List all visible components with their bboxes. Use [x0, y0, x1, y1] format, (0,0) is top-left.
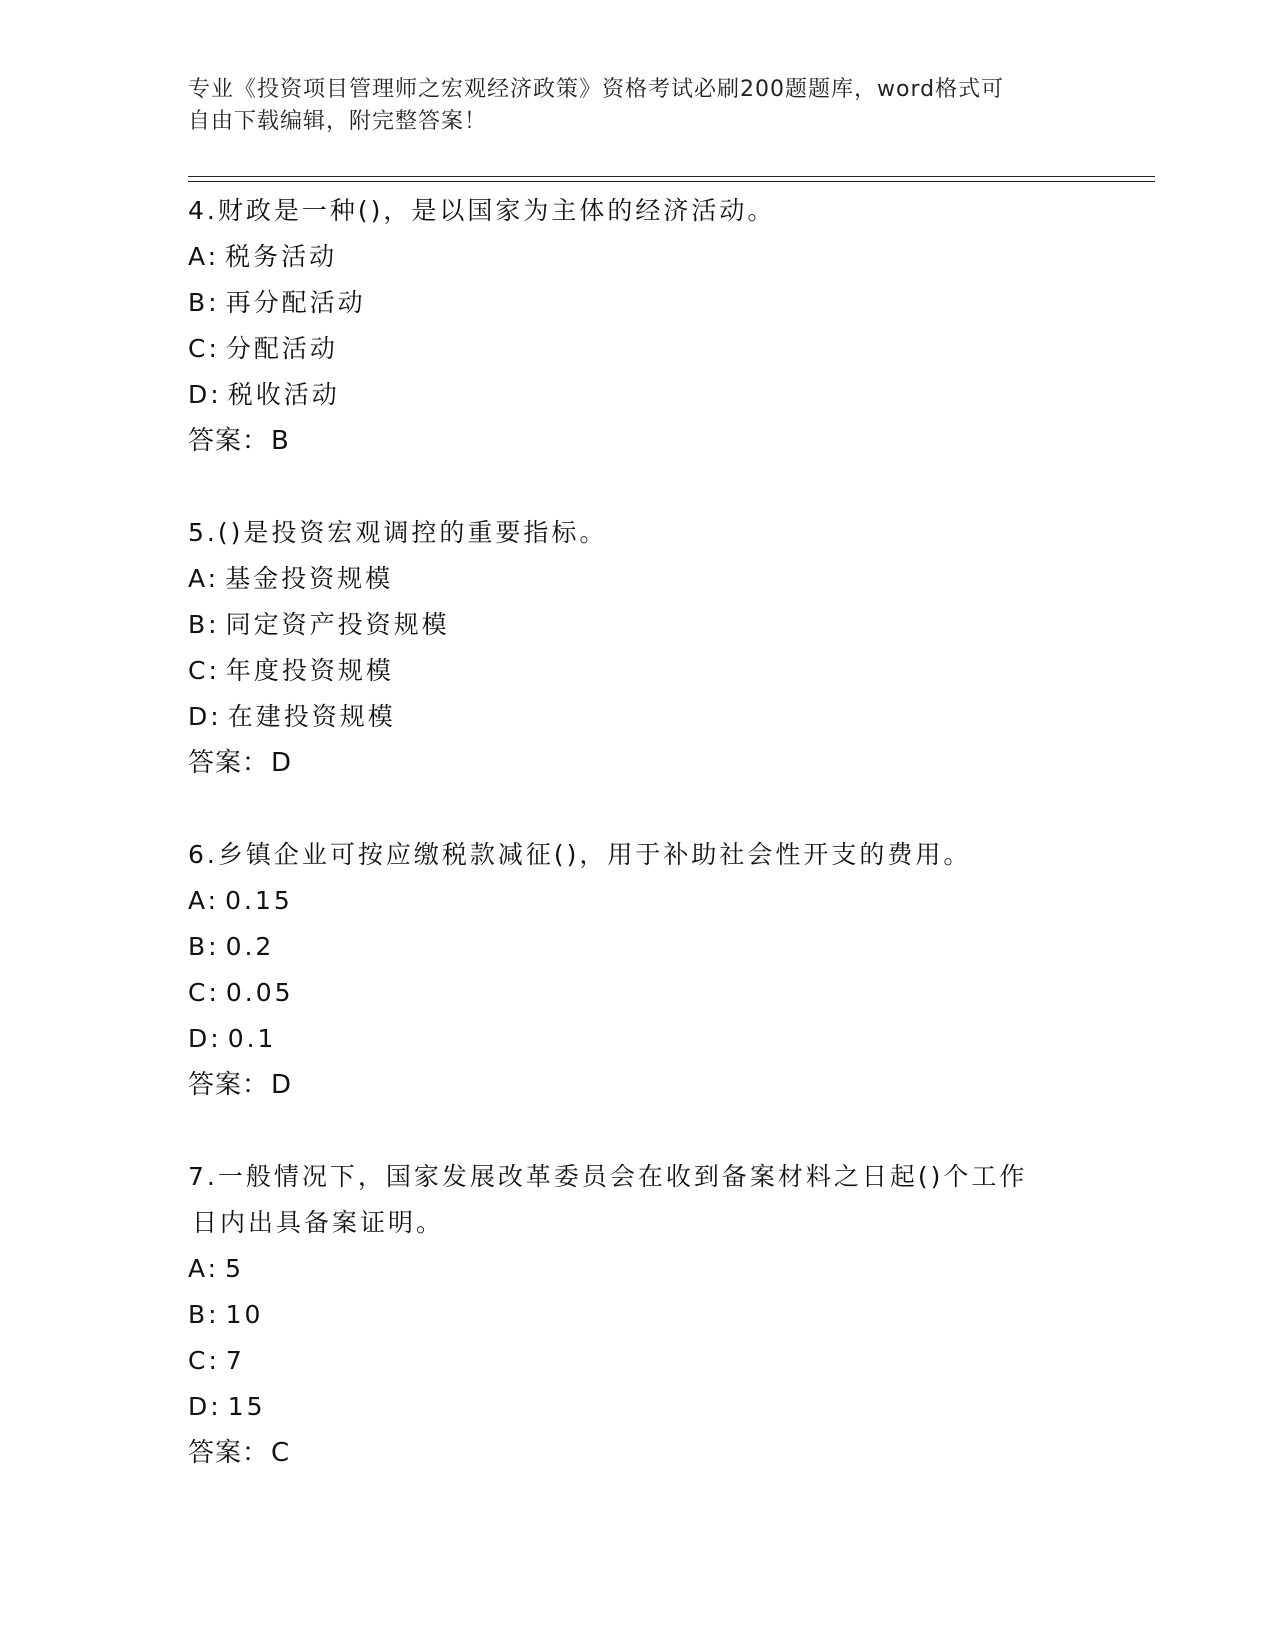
option-letter: A: [188, 886, 220, 915]
question-stem [188, 510, 1088, 556]
option-letter: A: [188, 1254, 220, 1283]
option-a [188, 1246, 1088, 1292]
option-text: 7 [225, 1346, 245, 1375]
question-stem-line-1: 6.乡镇企业可按应缴税款减征()，用于补助社会性开支的费用。 [188, 840, 972, 869]
option-letter: C: [188, 656, 220, 685]
option-b [188, 602, 1088, 648]
option-letter: D: [188, 702, 222, 731]
question-7 [188, 1154, 1088, 1476]
option-text: 基金投资规模 [225, 564, 394, 593]
option-d [188, 694, 1088, 740]
option-text: 税收活动 [227, 380, 340, 409]
answer-label: 答案： [188, 748, 270, 778]
option-c [188, 1338, 1088, 1384]
option-text: 0.1 [227, 1024, 277, 1053]
option-letter: D: [188, 1024, 222, 1053]
option-letter: B: [188, 610, 220, 639]
option-text: 年度投资规模 [225, 656, 394, 685]
option-a [188, 878, 1088, 924]
option-text: 0.2 [225, 932, 275, 961]
answer-value: D [271, 748, 293, 778]
option-d [188, 1016, 1088, 1062]
option-text: 0.15 [225, 886, 293, 915]
option-text: 5 [225, 1254, 244, 1283]
answer-label: 答案： [188, 1438, 270, 1468]
option-letter: B: [188, 932, 220, 961]
option-a [188, 234, 1088, 280]
answer-line [188, 1062, 1088, 1108]
answer-line [188, 418, 1088, 464]
option-c [188, 970, 1088, 1016]
question-stem [188, 1154, 1088, 1246]
option-b [188, 924, 1088, 970]
answer-value: B [271, 426, 290, 456]
question-stem-line-1: 4.财政是一种()，是以国家为主体的经济活动。 [188, 196, 776, 225]
header-line-1: 专业《投资项目管理师之宏观经济政策》资格考试必刷200题题库，word格式可 [188, 77, 1005, 102]
answer-label: 答案： [188, 1070, 270, 1100]
option-c [188, 326, 1088, 372]
option-b [188, 1292, 1088, 1338]
answer-line [188, 1430, 1088, 1476]
option-d [188, 372, 1088, 418]
option-letter: D: [188, 380, 222, 409]
answer-label: 答案： [188, 426, 270, 456]
question-stem [188, 188, 1088, 234]
option-text: 税务活动 [225, 242, 338, 271]
question-stem-line-1: 5.()是投资宏观调控的重要指标。 [188, 518, 608, 547]
option-letter: C: [188, 978, 220, 1007]
question-stem-line-2: 日内出具备案证明。 [192, 1208, 445, 1237]
option-letter: A: [188, 242, 220, 271]
option-text: 15 [227, 1392, 266, 1421]
answer-value: D [271, 1070, 293, 1100]
question-list [188, 188, 1088, 1522]
option-text: 分配活动 [225, 334, 338, 363]
option-text: 10 [225, 1300, 264, 1329]
option-letter: B: [188, 288, 220, 317]
question-stem [188, 832, 1088, 878]
option-c [188, 648, 1088, 694]
option-a [188, 556, 1088, 602]
option-letter: C: [188, 334, 220, 363]
header-divider-top [188, 176, 1155, 177]
question-5 [188, 510, 1088, 786]
option-letter: D: [188, 1392, 222, 1421]
option-text: 0.05 [225, 978, 294, 1007]
option-letter: B: [188, 1300, 220, 1329]
answer-value: C [271, 1438, 291, 1468]
question-4 [188, 188, 1088, 464]
option-text: 在建投资规模 [227, 702, 396, 731]
option-letter: C: [188, 1346, 220, 1375]
answer-line [188, 740, 1088, 786]
header-line-2: 自由下载编辑，附完整答案！ [188, 109, 488, 134]
question-stem-line-1: 7.一般情况下，国家发展改革委员会在收到备案材料之日起()个工作 [188, 1162, 1028, 1191]
option-d [188, 1384, 1088, 1430]
question-6 [188, 832, 1088, 1108]
option-letter: A: [188, 564, 220, 593]
option-text: 同定资产投资规模 [225, 610, 450, 639]
option-text: 再分配活动 [225, 288, 366, 317]
option-b [188, 280, 1088, 326]
document-header [188, 74, 1068, 138]
header-divider-bottom [188, 181, 1155, 182]
